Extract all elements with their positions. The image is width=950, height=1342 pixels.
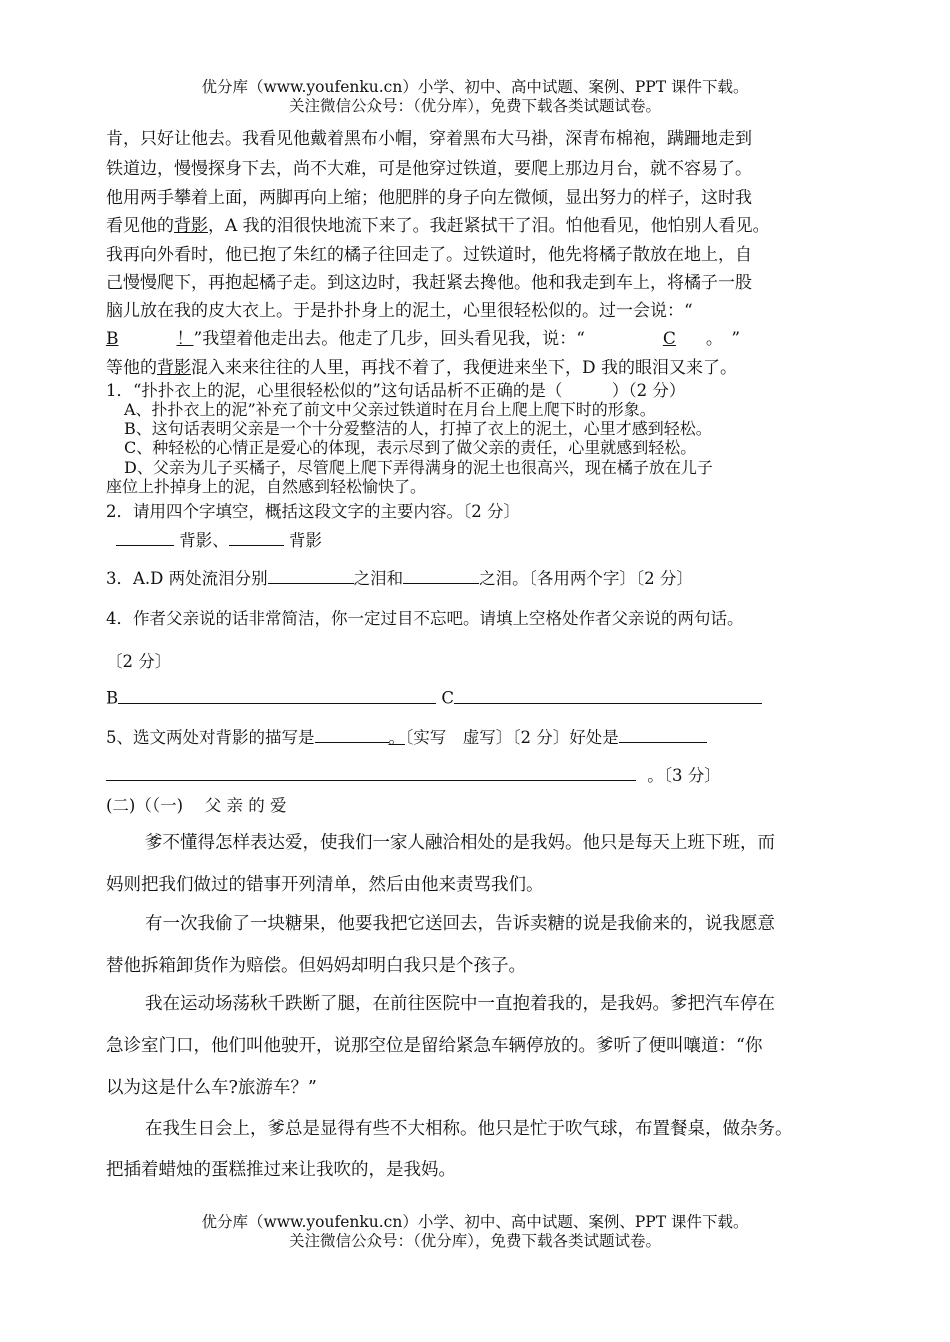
section-2-p3-line-1: 我在运动场荡秋千跌断了腿，在前往医院中一直抱着我的，是我妈。爹把汽车停在 (145, 994, 775, 1014)
question-4-answers (106, 686, 762, 708)
passage-line-3: 他用两手攀着上面，两脚再向上缩；他肥胖的身子向左微倾，显出努力的样子，这时我 (106, 188, 752, 208)
underlined-word-beiying: 背影 (174, 216, 208, 236)
passage-line-9 (106, 353, 737, 378)
q2-word-1: 背影、 (179, 531, 229, 550)
q2-word-2: 背影 (289, 531, 322, 550)
underlined-word-beiying-2: 背影 (157, 358, 191, 378)
passage-line-4-start: 看见他的 (106, 216, 174, 236)
q5-blank-2[interactable] (619, 726, 707, 744)
footer-line-2: 关注微信公众号：（优分库），免费下载各类试题试卷。 (288, 1232, 661, 1250)
passage-line-8-mid: ”我望着他走出去。他走了几步，回头看见我，说：“ (193, 329, 585, 349)
header-line-2: 关注微信公众号：（优分库），免费下载各类试题试卷。 (288, 97, 661, 115)
section-2-p4-line-1: 在我生日会上，爹总是显得有些不大相称。他只是忙于吹气球，布置餐桌，做杂务。 (145, 1119, 793, 1139)
question-2: 2．请用四个字填空，概括这段文字的主要内容。〔2 分〕 (106, 502, 520, 521)
section-2-p3-line-2: 急诊室门口，他们叫他驶开，说那空位是留给紧急车辆停放的。爹听了便叫嚷道：“你 (106, 1036, 763, 1056)
passage-line-8 (106, 324, 740, 349)
q4-blank-c[interactable] (454, 686, 762, 704)
question-1: 1．“扑扑衣上的泥，心里很轻松似的”这句话品析不正确的是（ ）（2 分） (106, 381, 686, 400)
question-4: 4．作者父亲说的话非常简洁，你一定过目不忘吧。请填上空格处作者父亲说的两句话。 (106, 609, 744, 628)
passage-line-9-rest: 混入来来往往的人里，再找不着了，我便进来坐下，D 我的眼泪又来了。 (191, 358, 738, 378)
q5-dot: 。 (388, 728, 405, 747)
section-2-p1-line-2: 妈则把我们做过的错事开列清单，然后由他来责骂我们。 (106, 875, 544, 895)
q4-blank-b[interactable] (118, 686, 436, 704)
q3-blank-1[interactable] (268, 567, 354, 585)
passage-line-8-end: 。 ” (705, 329, 741, 349)
passage-line-9-start: 等他的 (106, 358, 157, 378)
question-4-score: 〔2 分〕 (106, 652, 172, 671)
q5-text-a: 5、选文两处对背影的描写是 (106, 728, 315, 747)
blank-b-exclaim: ！ (176, 329, 194, 349)
question-5 (106, 724, 707, 748)
blank-b (106, 329, 194, 349)
q2-blank-2[interactable] (229, 529, 284, 547)
q5-text-b: 〔实写 虚写〕〔2 分〕好处是 (405, 728, 619, 747)
q3-text-c: 之泪。〔各用两个字〕〔2 分〕 (479, 569, 693, 588)
section-2-p1-line-1: 爹不懂得怎样表达爱，使我们一家人融洽相处的是我妈。他只是每天上班下班，而 (145, 833, 775, 853)
footer-line-1: 优分库（www.youfenku.cn）小学、初中、高中试题、案例、PPT 课件下载。 (201, 1213, 749, 1231)
section-2-p2-line-1: 有一次我偷了一块糖果，他要我把它送回去，告诉卖糖的说是我偷来的，说我愿意 (145, 914, 775, 934)
q3-text-b: 之泪和 (353, 569, 404, 588)
question-1-option-c: C、种轻松的心情正是爱心的体现，表示尽到了做父亲的责任，心里就感到轻松。 (124, 438, 697, 457)
q5-blank-1[interactable] (315, 726, 389, 744)
question-1-option-b: B、这句话表明父亲是一个十分爱整洁的人，打掉了衣上的泥土，心里才感到轻松。 (124, 419, 712, 438)
passage-line-4 (106, 211, 770, 236)
section-2-p4-line-2: 把插着蜡烛的蛋糕推过来让我吹的，是我妈。 (106, 1160, 456, 1180)
blank-c-label: C (662, 329, 676, 349)
passage-line-1: 肯，只好让他去。我看见他戴着黑布小帽，穿着黑布大马褂，深青布棉袍，蹒跚地走到 (106, 129, 752, 149)
question-5-line-2 (106, 762, 721, 786)
question-1-option-d: D、父亲为儿子买橘子，尽管爬上爬下弄得满身的泥土也很高兴，现在橘子放在儿子 (124, 458, 713, 477)
q2-blank-1[interactable] (116, 529, 174, 547)
page-footer (0, 1213, 950, 1251)
blank-c (585, 329, 706, 349)
passage-line-4-rest: ，A 我的泪很快地流下来了。我赶紧拭干了泪。怕他看见，他怕别人看见。 (208, 216, 770, 236)
q5-blank-3[interactable] (106, 764, 636, 782)
question-1-option-a: A、扑扑衣上的泥”补充了前文中父亲过铁道时在月台上爬上爬下时的形象。 (124, 400, 656, 419)
page-header (0, 78, 950, 116)
q3-blank-2[interactable] (403, 567, 479, 585)
q5-text-end: 。〔3 分〕 (647, 766, 721, 785)
header-line-1: 优分库（www.youfenku.cn）小学、初中、高中试题、案例、PPT 课件下载。 (201, 78, 749, 96)
section-2-p2-line-2: 替他拆箱卸货作为赔偿。但妈妈却明白我只是个孩子。 (106, 956, 526, 976)
q4-label-c: C (441, 688, 455, 708)
q3-text-a: 3．A.D 两处流泪分别 (106, 569, 268, 588)
passage-line-7: 脑儿放在我的皮大衣上。于是扑扑身上的泥土，心里很轻松似的。过一会说：“ (106, 301, 693, 321)
passage-line-6: 己慢慢爬下，再抱起橘子走。到这边时，我赶紧去搀他。他和我走到车上，将橘子一股 (106, 273, 752, 293)
blank-b-label: B (106, 329, 119, 349)
passage-line-5: 我再向外看时，他已抱了朱红的橘子往回走了。过铁道时，他先将橘子散放在地上，自 (106, 245, 752, 265)
section-2-p3-line-3: 以为这是什么车?旅游车？” (106, 1078, 317, 1098)
q4-label-b: B (106, 688, 119, 708)
question-3 (106, 565, 693, 589)
question-1-option-d-cont: 座位上扑掉身上的泥，自然感到轻松愉快了。 (106, 477, 427, 496)
question-2-answer-line (116, 527, 322, 551)
section-2-title: (二)（（一) 父 亲 的 爱 (106, 796, 287, 815)
passage-line-2: 铁道边，慢慢探身下去，尚不大难，可是他穿过铁道，要爬上那边月台，就不容易了。 (106, 159, 752, 179)
